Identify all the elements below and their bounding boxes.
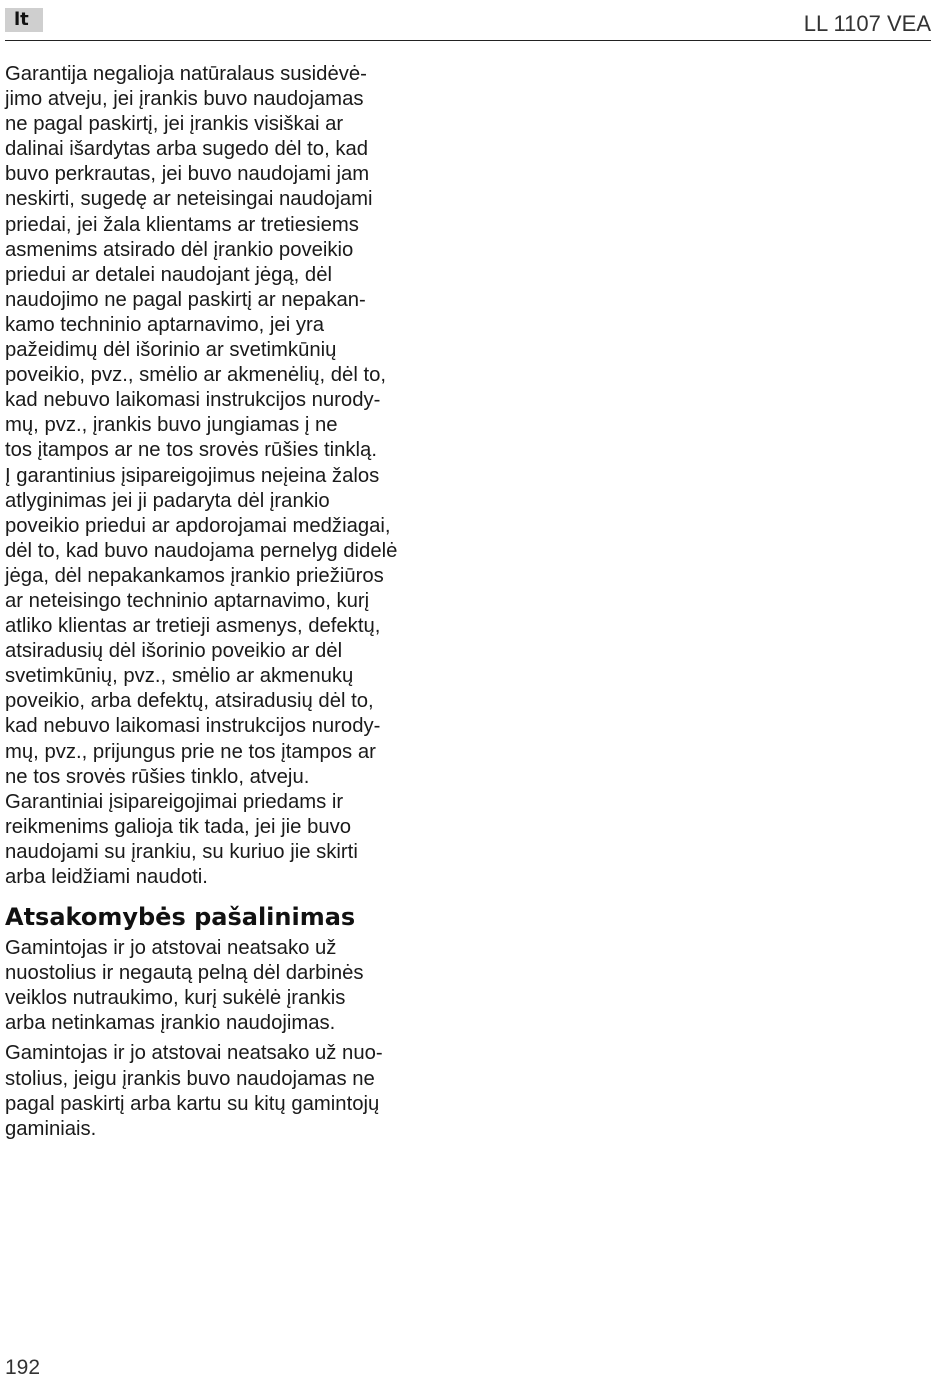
- text-line: poveikio, arba defektų, atsiradusių dėl to,: [5, 690, 374, 713]
- text-line: atliko klientas ar tretieji asmenys, defektų,: [5, 615, 381, 638]
- text-line: priedai, jei žala klientams ar tretiesiems: [5, 213, 359, 236]
- text-line: tos įtampos ar ne tos srovės rūšies tinklą.: [5, 439, 377, 462]
- liability-paragraph-1: [5, 936, 445, 1036]
- text-line: dėl to, kad buvo naudojama pernelyg didelė: [5, 539, 398, 562]
- text-line: dalinai išardytas arba sugedo dėl to, kad: [5, 138, 369, 161]
- text-line: atsiradusių dėl išorinio poveikio ar dėl: [5, 640, 343, 663]
- text-line: pagal paskirtį arba kartu su kitų gamintojų: [5, 1092, 380, 1115]
- text-line: ne pagal paskirtį, jei įrankis visiškai ar: [5, 113, 344, 136]
- text-line: kad nebuvo laikomasi instrukcijos nurody-: [5, 389, 381, 412]
- language-badge: lt: [5, 8, 43, 32]
- text-line: jimo atveju, jei įrankis buvo naudojamas: [5, 88, 364, 111]
- text-line: neskirti, sugedę ar neteisingai naudojami: [5, 188, 373, 211]
- document-code: LL 1107 VEA: [803, 11, 931, 36]
- text-line: asmenims atsirado dėl įrankio poveikio: [5, 238, 354, 261]
- text-line: Gamintojas ir jo atstovai neatsako už nuo-: [5, 1042, 383, 1065]
- text-line: naudojimo ne pagal paskirtį ar nepakan-: [5, 288, 366, 311]
- text-line: veiklos nutraukimo, kurį sukėlė įrankis: [5, 987, 346, 1010]
- text-line: arba netinkamas įrankio naudojimas.: [5, 1012, 336, 1035]
- text-line: arba leidžiami naudoti.: [5, 866, 208, 888]
- text-line: stolius, jeigu įrankis buvo naudojamas ne: [5, 1067, 375, 1090]
- section-heading-liability: Atsakomybės pašalinimas: [5, 903, 356, 932]
- text-line: Garantiniai įsipareigojimai priedams ir: [5, 790, 344, 813]
- liability-paragraph-2: [5, 1041, 445, 1141]
- text-line: jėga, dėl nepakankamos įrankio priežiūros: [5, 564, 384, 587]
- text-line: pažeidimų dėl išorinio ar svetimkūnių: [5, 339, 337, 362]
- text-line: gaminiais.: [5, 1117, 97, 1140]
- text-line: ne tos srovės rūšies tinklo, atveju.: [5, 765, 310, 788]
- text-line: nuostolius ir negautą pelną dėl darbinės: [5, 962, 364, 985]
- text-line: reikmenims galioja tik tada, jei jie buvo: [5, 815, 352, 838]
- text-line: Gamintojas ir jo atstovai neatsako už: [5, 937, 337, 960]
- page-number: 192: [5, 1356, 41, 1379]
- text-line: mų, pvz., įrankis buvo jungiamas į ne: [5, 414, 338, 437]
- page-content: [5, 62, 445, 1142]
- text-line: svetimkūnių, pvz., smėlio ar akmenukų: [5, 665, 354, 688]
- text-line: poveikio priedui ar apdorojamai medžiagai,: [5, 514, 391, 537]
- text-line: Garantija negalioja natūralaus susidėvė-: [5, 63, 367, 85]
- text-line: mų, pvz., prijungus prie ne tos įtampos ar: [5, 740, 376, 763]
- text-line: buvo perkrautas, jei buvo naudojami jam: [5, 163, 370, 186]
- text-line: kamo techninio aptarnavimo, jei yra: [5, 313, 325, 336]
- text-line: priedui ar detalei naudojant jėgą, dėl: [5, 263, 332, 286]
- text-line: kad nebuvo laikomasi instrukcijos nurody-: [5, 715, 381, 738]
- text-line: atlyginimas jei ji padaryta dėl įrankio: [5, 489, 330, 512]
- warranty-paragraph: [5, 62, 445, 890]
- text-line: naudojami su įrankiu, su kuriuo jie skirti: [5, 840, 358, 863]
- text-line: poveikio, pvz., smėlio ar akmenėlių, dėl to,: [5, 364, 387, 387]
- text-line: Į garantinius įsipareigojimus neįeina žalos: [5, 464, 380, 487]
- header-divider: [5, 40, 931, 41]
- text-line: ar neteisingo techninio aptarnavimo, kurį: [5, 589, 370, 612]
